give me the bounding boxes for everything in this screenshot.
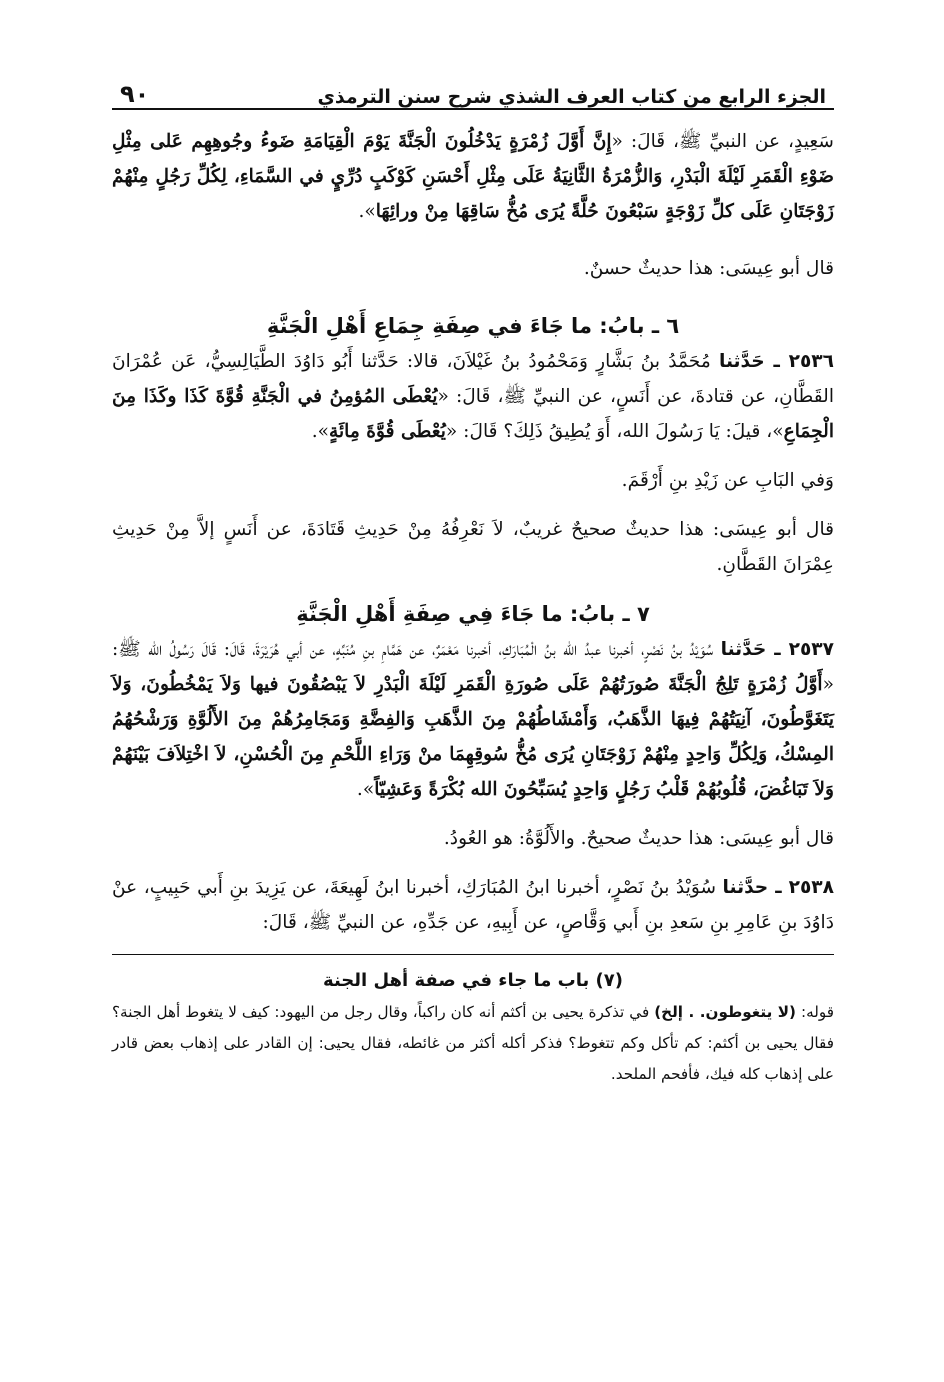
chapter-heading-6: ٦ ـ بابُ: ما جَاءَ في صِفَةِ جِمَاعِ أَهْلِ الْجَنَّةِ [266, 314, 680, 338]
footnote-separator [112, 954, 834, 955]
isnad-text: سُوَيْدُ بنُ نَصْرٍ، أخبرنا ابنُ المُبَارَكِ، أخبرنا ابنُ لَهِيعَةَ، عن يَزِيدَ بنِ أَبي حَبِيبٍ، عنْ دَاوُدَ بنِ عَامِرِ بنِ سَعدِ بنِ أَبي وَقَّاصٍ، عن أَبِيهِ، عن جَدِّهِ، عن النبيِّ ﷺ، قَالَ: [112, 877, 834, 933]
running-head: الجزء الرابع من كتاب العرف الشذي شرح سنن الترمذي [317, 86, 826, 108]
isnad-text: سَعِيدٍ، عن النبيِّ ﷺ، قَالَ: « [611, 131, 834, 152]
hadith-2536 [112, 344, 834, 449]
grading-note: قال أبو عِيسَى: هذا حديثٌ حسنٌ. [583, 258, 834, 279]
matn-close: ». [356, 779, 375, 800]
hadith-number: ٢٥٣٦ ـ حَدَّثنا [718, 351, 834, 372]
grading-note: قال أبو عِيسَى: هذا حديثٌ صحيحٌ غريبٌ، لاَ نَعْرِفُهُ مِنْ حَدِيثِ قَتَادَةَ، عن أَنَسٍ إلاَّ مِنْ حَدِيثِ عِمْرَانَ القَطَّانِ. [112, 519, 834, 575]
isnad-text: سُوَيْدُ بنُ نَصْرٍ، أخبرنا عبدُ الله بنُ الْمُبَارَكِ، أخبرنا مَعْمَرٌ، عن هَمَّامِ بنِ مُنَبِّهٍ، عن أبي هُرَيْرَةَ، قَالَ: قَالَ رَسُولُ الله ﷺ: « [112, 639, 834, 695]
hadith-number: ٢٥٣٧ ـ حَدَّثنا [720, 639, 834, 660]
page-number: ٩٠ [120, 80, 150, 108]
matn-close: ». [311, 421, 330, 442]
hadith-2537 [112, 632, 834, 807]
hadith-2538 [112, 870, 834, 940]
footnote-body: في تذكرة يحيى بن أكثم أنه كان راكباً، وقال رجل من اليهود: كيف لا يتغوط أهل الجنة؟ فقال يحيى بن أكثم: كم تأكل وكم تتغوط؟ فذكر أكله أكثر من غائطه، فقال يحيى: إن القادر على إذهاب بعض قادر على إذهاب كله فيك، فأفحم الملحد. [112, 1003, 834, 1083]
footnote-lead: قوله: [796, 1003, 834, 1021]
grading-note: قال أبو عِيسَى: هذا حديثٌ صحيحٌ. والأَلُوَّةُ: هو العُودُ. [443, 828, 834, 849]
hadith-continuation [112, 124, 834, 229]
matn-text: يُعْطَى قُوَّةَ مِائَةٍ [329, 421, 446, 442]
footnote-quote: (لا يتغوطون. . إلخ) [654, 1003, 796, 1021]
narration-text: »، قيلَ: يَا رَسُولَ الله، أَوَ يُطِيقُ ذَلِكَ؟ قَالَ: « [445, 421, 784, 442]
chapter-heading-7: ٧ ـ بابُ: ما جَاءَ فِي صِفَةِ أَهْلِ الْجَنَّةِ [296, 602, 650, 626]
matn-text: إِنَّ أَوَّلَ زُمْرَةٍ يَدْخُلُونَ الْجَنَّةَ يَوْمَ الْقِيَامَةِ ضَوءُ وجُوهِهِم عَلى مِثْلِ ضَوْءِ الْقَمَرِ لَيْلَةَ الْبَدْرِ، وَالزُّمْرَةُ الثَّانِيَةُ عَلَى مِثْلِ أَحْسَنِ كَوْكَبٍ دُرِّيٍ في السَّمَاءِ، لِكُلِّ رَجُلٍ مِنْهُمْ زَوْجَتَانِ عَلَى كلِّ زَوْجَةٍ سَبْعُونَ حُلَّةً يُرَى مُخُّ سَاقِهَا مِنْ ورائِهَا [112, 131, 834, 222]
footnote-text [112, 997, 834, 1090]
matn-text: يُعْطَى المُؤمِنُ في الْجَنَّةِ قُوَّةَ كَذَا وكَذَا مِنَ الْجِمَاعِ [112, 386, 834, 442]
related-narrations-note: وَفي البَابِ عن زَيْدِ بنِ أَرْقَمَ. [621, 470, 834, 491]
page-header [112, 62, 834, 110]
isnad-text: مُحَمَّدُ بنُ بَشَّارٍ وَمَحْمُودُ بنُ غَيْلاَنَ، قالا: حَدَّثنا أَبُو دَاوُدَ الطَّيَالِسِيُّ، عَن عُمْرَانَ القَطَّانِ، عن قتادةَ، عن أَنَسٍ، عن النبيِّ ﷺ، قَالَ: « [112, 351, 834, 407]
footnote-title: (٧) باب ما جاء في صفة أهل الجنة [323, 970, 623, 991]
matn-close: ». [358, 201, 376, 222]
hadith-number: ٢٥٣٨ ـ حدَّثنا [722, 877, 835, 898]
matn-text: أَوَّلُ زُمْرَةٍ تَلِجُ الْجَنَّةَ صُورَتُهُمْ عَلَى صُورَةِ الْقَمَرِ لَيْلَةَ الْبَدْرِ لاَ يَبْصُقُونَ فيها وَلاَ يَمْخُطُونَ، وَلاَ يَتَغَوَّطُونَ، آنِيَتُهُمْ فِيهَا الذَّهَبُ، وَأَمْشَاطُهُمْ مِنَ الذَّهَبِ وَالفِضَّةِ وَمَجَامِرُهُمْ مِنَ الأَلُوَّةِ وَرَشْحُهُمُ المِسْكُ، وَلِكُلِّ وَاحِدٍ مِنْهُمْ زَوْجَتَانِ يُرَى مُخُّ سُوقِهِمَا منْ وَرَاءِ اللَّحْمِ مِنَ الْحُسْنِ، لاَ اخْتِلاَفَ بَيْنَهُمْ وَلاَ تَبَاغُضَ، قُلُوبُهُمْ قَلْبُ رَجُلٍ وَاحِدٍ يُسَبِّحُونَ الله بُكْرَةً وَعَشِيّاً [112, 674, 834, 800]
